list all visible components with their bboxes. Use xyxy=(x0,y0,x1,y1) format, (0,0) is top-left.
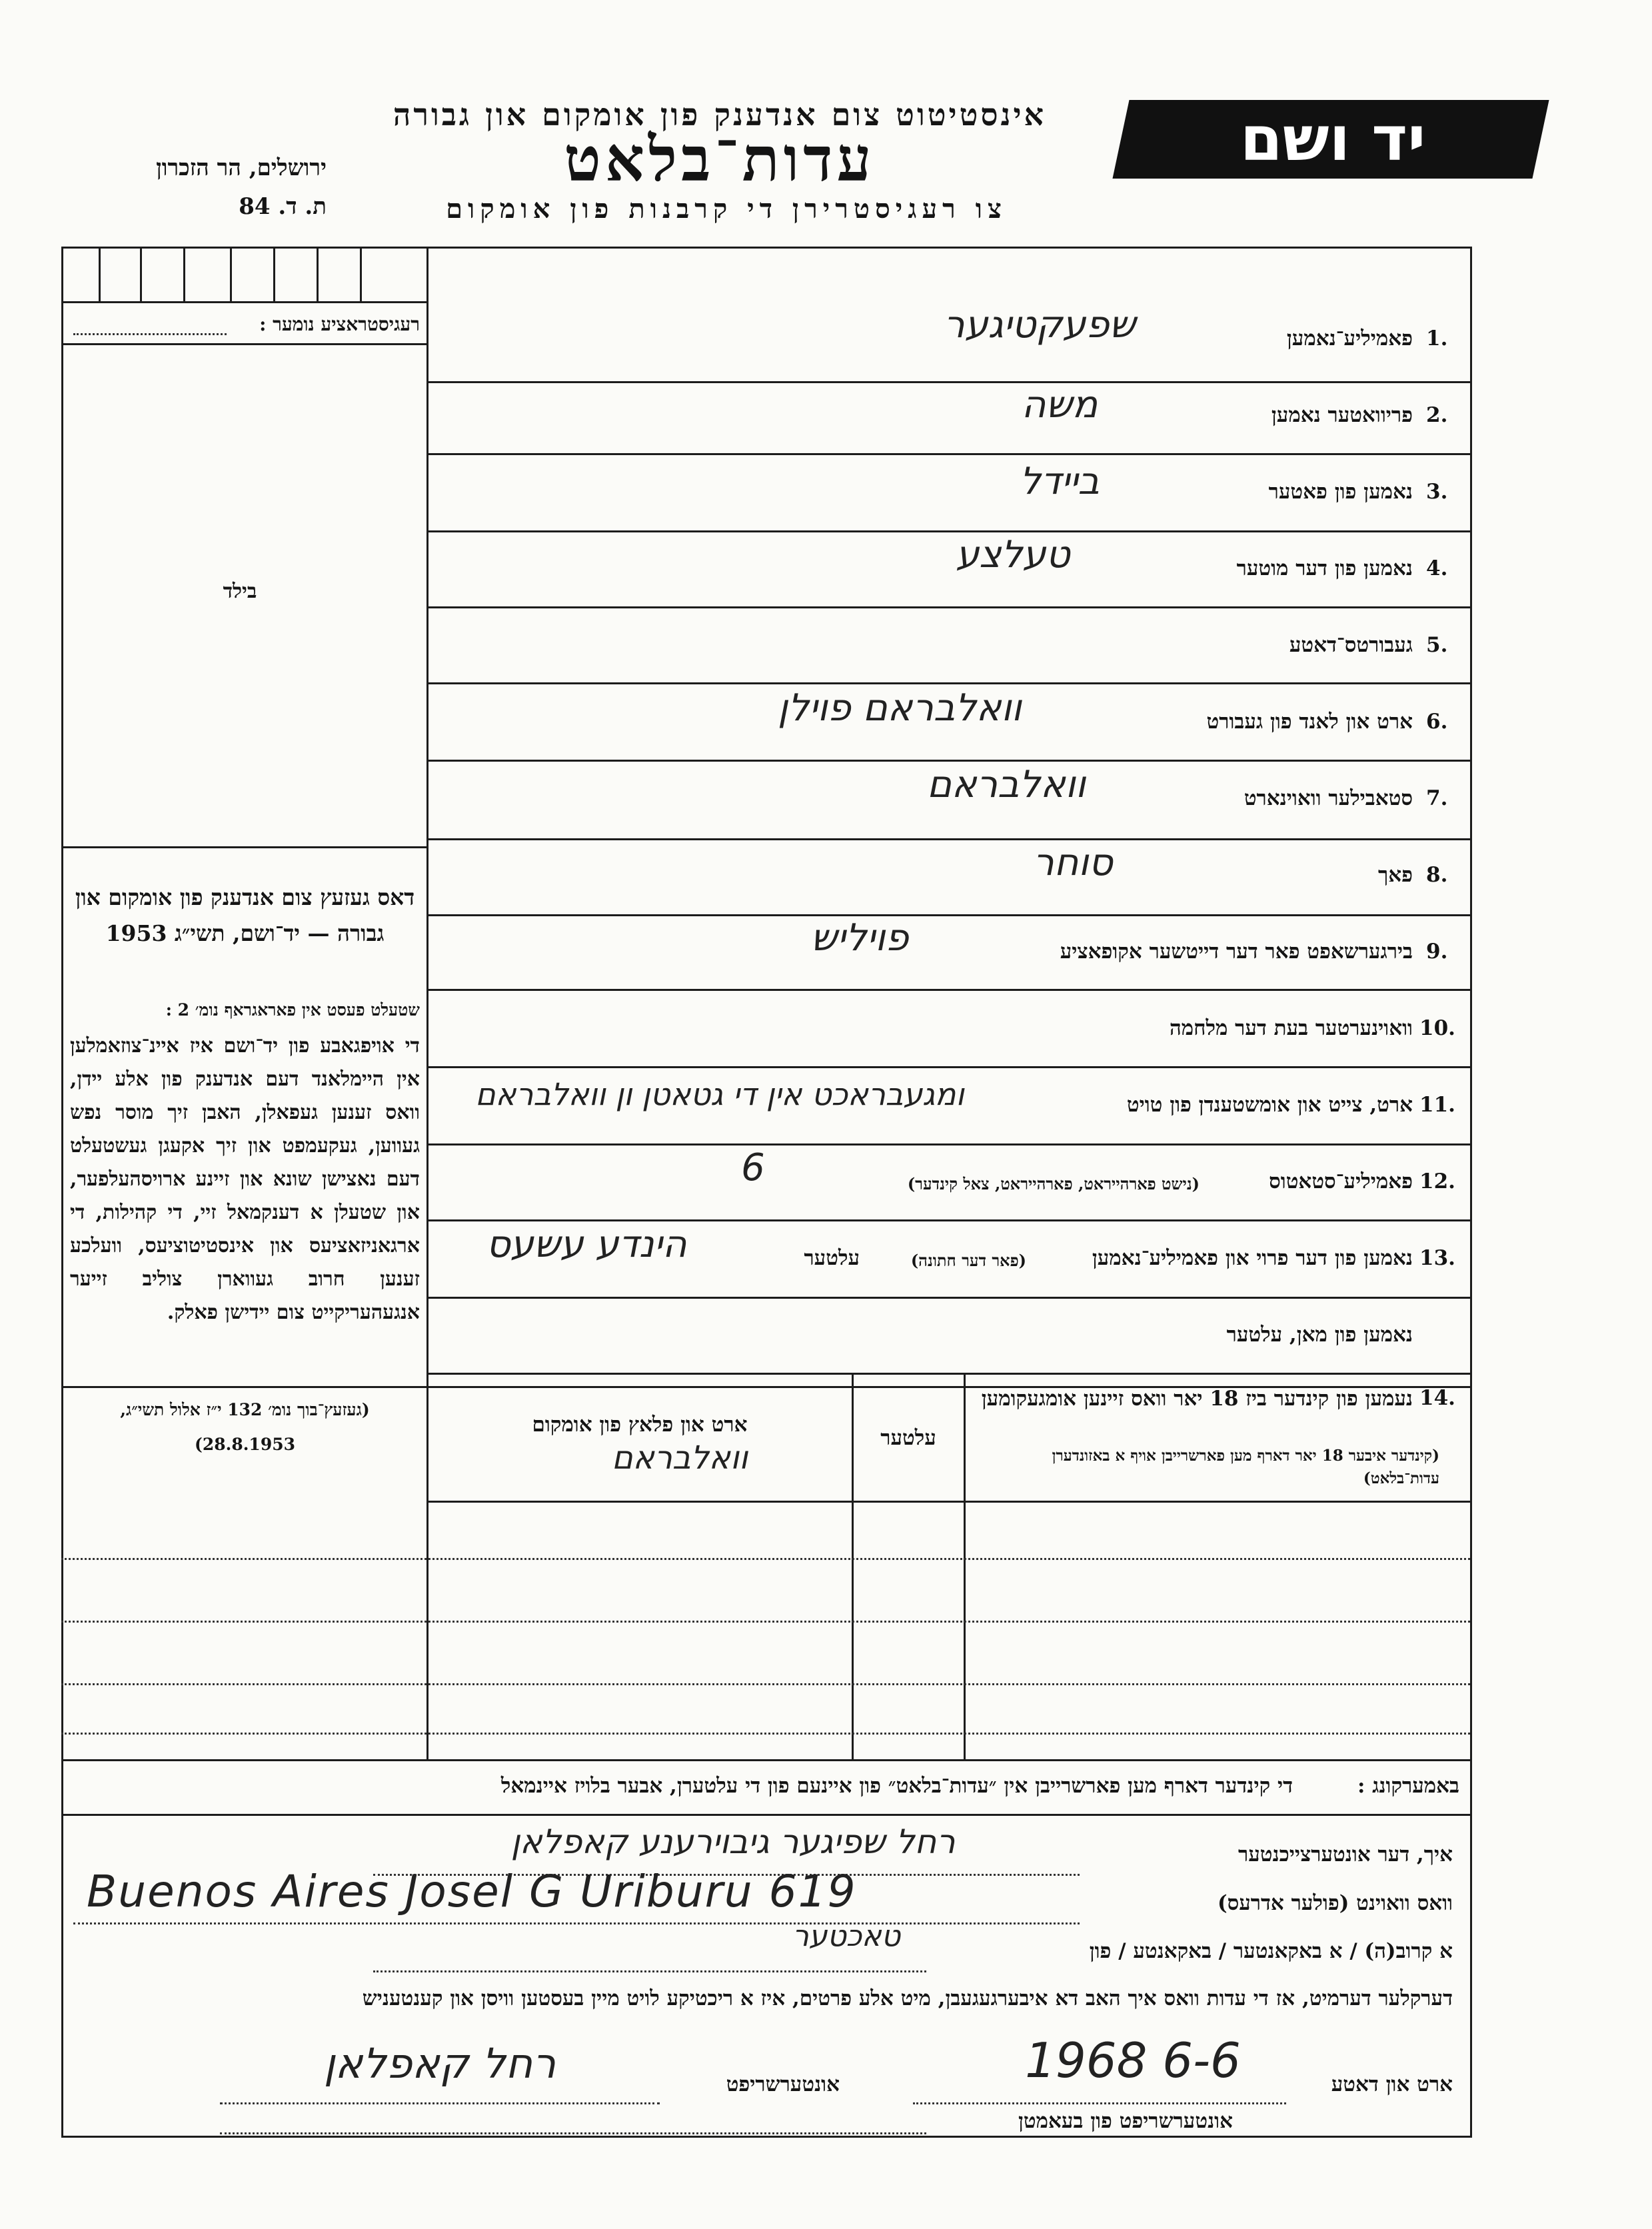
date-value: 1968 6-6 xyxy=(1025,2032,1241,2088)
field-1-value: שפעקטיגער xyxy=(943,303,1136,347)
field-14-number: 14. xyxy=(1419,1386,1455,1410)
field-11-label: ארט, צייט און אומשטענדן פון טויט xyxy=(1126,1093,1413,1117)
field-13-value: הינדע עשעס xyxy=(486,1223,687,1266)
field-10-label: וואוינערטער בעת דער מלחמה xyxy=(1169,1016,1413,1040)
relation-value: טאכטער xyxy=(792,1919,901,1953)
remark-label: באמערקונג : xyxy=(1357,1774,1459,1798)
field-11-value: ומגעבראכט אין די גטאטן ון וואלבראם xyxy=(475,1076,964,1112)
field-8-number: 8. xyxy=(1426,863,1448,887)
law-title: דאס געזעץ צום אנדענק פון אומקום און גבורה — יד־ושם, תשי״ג 1953 xyxy=(75,884,415,946)
institute-name: אינסטיטוט צום אנדענק פון אומקום און גבורה xyxy=(393,97,1047,133)
field-3-number: 3. xyxy=(1426,480,1448,504)
field-4-value: טעלצע xyxy=(956,533,1070,576)
law-paragraph-ref: שטעלט פעסט אין פאראגראף נומ׳ 2 : xyxy=(165,1000,420,1020)
field-2-value: משה xyxy=(1021,383,1098,426)
field-13-age-label: עלטער xyxy=(804,1246,860,1270)
relation-label: א קרוב(ה) / א באקאנטער / באקאנטע / פון xyxy=(1089,1939,1453,1963)
field-4-number: 4. xyxy=(1426,556,1448,580)
field-5-label: געבורטס־דאטע xyxy=(1289,633,1413,657)
photo-label: בילד xyxy=(223,580,257,603)
field-6-number: 6. xyxy=(1426,710,1448,734)
law-text: די אויפגאבע פון יד־ושם איז איינ־צוזאמלען אין היימלאנד דעם אנדענק פון אלע יידן, וואס זענען געפאלן, האבן זיך מוסר נפש געווען, געקעמפט און זיך אקעגן געשטעלט דעם נאצישן שונא און זיינע ארויסהעלפער, און שטעלן א דענקמאל זיי, די קהילות, די ארגאניזאציעס און אינסטיטוציעס, וועלכע זענען חרוב געווארן צוליב זייער אנגעהעריקייט צום יידישן פאלק. xyxy=(70,1034,420,1324)
field-2-number: 2. xyxy=(1426,403,1448,427)
field-10-number: 10. xyxy=(1419,1016,1455,1040)
field-1-label: פאמיליע־נאמען xyxy=(1286,327,1413,351)
field-1-number: 1. xyxy=(1426,327,1448,351)
field-5-number: 5. xyxy=(1426,633,1448,657)
field-12-value: 6 xyxy=(741,1146,765,1189)
signer-value: רחל שפיגער גיבוירענע קאפלאן xyxy=(510,1823,956,1861)
address-label: וואס וואוינט (פולער אדרעס) xyxy=(1217,1891,1453,1915)
field-7-number: 7. xyxy=(1426,786,1448,810)
field-3-value: ביידל xyxy=(1020,460,1100,503)
column-age: עלטער xyxy=(880,1426,936,1450)
field-6-value: וואלבראם פוילן xyxy=(778,686,1022,730)
field-2-label: פריוואטער נאמען xyxy=(1271,403,1413,427)
husband-name-label: נאמען פון מאן, עלטער xyxy=(1226,1323,1413,1347)
place-date-label: ארט און דאטע xyxy=(1331,2072,1453,2096)
field-12-note: (נישט פארהייראט, פארהייראט, צאל קינדער) xyxy=(907,1174,1200,1193)
field-9-label: בירגערשאפט פאר דער דייטשער אקופאציע xyxy=(1060,940,1413,964)
field-13-label: נאמען פון דער פרוי און פאמיליע־נאמען xyxy=(1092,1246,1413,1270)
field-14-note: (קינדער איבער 18 יאר דארף מען פארשרייבן אויף א באזונדערן עדות־בלאט) xyxy=(1052,1447,1439,1487)
registration-number-label: רעגיסטראציע נומער : xyxy=(259,313,420,335)
field-13-number: 13. xyxy=(1419,1246,1455,1270)
address-value: Buenos Aires Josel G Uriburu 619 xyxy=(87,1866,857,1917)
address-line-1: ירושלים, הר הזכרון xyxy=(156,155,327,181)
signer-label: איך, דער אונטערצייכנטער xyxy=(1238,1843,1453,1866)
form-subtitle: צו רעגיסטרירן די קרבנות פון אומקום xyxy=(446,193,1007,225)
field-7-value: וואלבראם xyxy=(926,763,1086,806)
children-place-value: וואלבראם xyxy=(611,1439,748,1477)
field-7-label: סטאבילער וואוינארט xyxy=(1243,786,1413,810)
field-4-label: נאמען פון דער מוטער xyxy=(1236,556,1413,580)
witness-signature-label: אונטערשריפט פון בעאמטן xyxy=(1018,2109,1233,2133)
field-9-value: פויליש xyxy=(810,916,909,960)
field-12-label: פאמיליע־סטאטוס xyxy=(1269,1169,1413,1193)
signature-value: רחל קאפלאן xyxy=(323,2039,556,2088)
address-line-2: ת. ד. 84 xyxy=(239,193,327,220)
form-title: עדות־בלאט xyxy=(564,123,876,195)
column-place-of-death: ארט און פלאץ פון אומקום xyxy=(532,1413,748,1437)
field-6-label: ארט און לאנד פון געבורט xyxy=(1206,710,1413,734)
field-9-number: 9. xyxy=(1426,940,1448,964)
field-11-number: 11. xyxy=(1419,1093,1455,1117)
field-8-label: פאך xyxy=(1378,863,1413,887)
field-3-label: נאמען פון פאטער xyxy=(1268,480,1413,504)
law-source: (געזעץ־בוך נומ׳ 132 י״ז אלול תשי״ג, 28.8.1953) xyxy=(120,1400,370,1454)
remark-text: די קינדער דארף מען פארשרייבן אין ״עדות־בלאט״ פון איינעם פון די עלטערן, אבער בלויז איינמאל xyxy=(500,1774,1293,1798)
signature-label: אונטערשריפט xyxy=(726,2072,840,2096)
declaration-text: דערקלער דערמיט, אז די עדות וואס איך האב דא איבערגעגעבן, מיט אלע פרטים, איז א ריכטיקע לויט מיין בעסטען וויסן און קענטעניש xyxy=(362,1986,1453,2010)
field-13-note: (פאר דער חתונה) xyxy=(910,1251,1026,1270)
field-12-number: 12. xyxy=(1419,1169,1455,1193)
yad-vashem-logo: יד ושם xyxy=(1239,103,1426,175)
field-8-value: סוחר xyxy=(1033,841,1113,884)
field-14-label: נעמען פון קינדער ביז 18 יאר וואס זיינען אומגעקומען xyxy=(981,1387,1413,1411)
